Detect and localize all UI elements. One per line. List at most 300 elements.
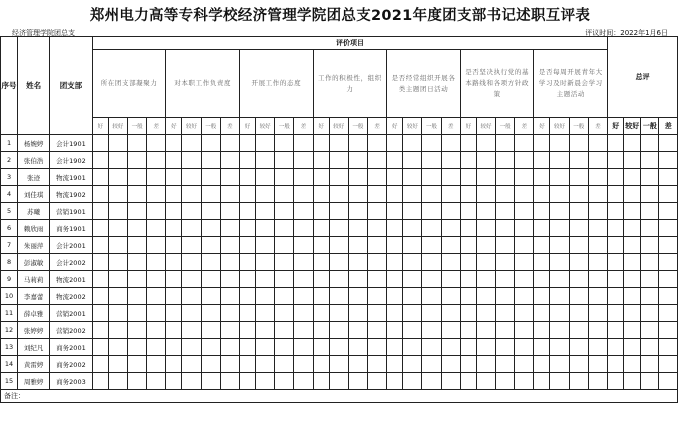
rating-cell[interactable] [368, 186, 387, 203]
rating-cell[interactable] [201, 203, 220, 220]
rating-cell[interactable] [476, 152, 495, 169]
rating-cell[interactable] [294, 271, 313, 288]
rating-cell[interactable] [476, 237, 495, 254]
rating-cell[interactable] [515, 186, 534, 203]
rating-cell[interactable] [240, 271, 256, 288]
rating-cell[interactable] [348, 186, 367, 203]
rating-cell[interactable] [460, 203, 476, 220]
rating-cell[interactable] [403, 169, 422, 186]
rating-cell[interactable] [108, 135, 127, 152]
rating-cell[interactable] [403, 339, 422, 356]
rating-cell[interactable] [588, 271, 607, 288]
rating-cell[interactable] [275, 186, 294, 203]
rating-cell[interactable] [220, 237, 239, 254]
rating-cell[interactable] [275, 237, 294, 254]
rating-cell[interactable] [294, 288, 313, 305]
rating-cell[interactable] [569, 339, 588, 356]
rating-cell[interactable] [313, 169, 329, 186]
rating-cell[interactable] [515, 152, 534, 169]
rating-cell[interactable] [294, 237, 313, 254]
rating-cell[interactable] [624, 135, 641, 152]
rating-cell[interactable] [147, 220, 166, 237]
rating-cell[interactable] [348, 152, 367, 169]
rating-cell[interactable] [624, 373, 641, 390]
rating-cell[interactable] [441, 373, 460, 390]
rating-cell[interactable] [641, 186, 659, 203]
rating-cell[interactable] [441, 356, 460, 373]
rating-cell[interactable] [460, 305, 476, 322]
rating-cell[interactable] [569, 305, 588, 322]
rating-cell[interactable] [166, 356, 182, 373]
rating-cell[interactable] [256, 339, 275, 356]
rating-cell[interactable] [220, 271, 239, 288]
rating-cell[interactable] [460, 339, 476, 356]
rating-cell[interactable] [182, 186, 201, 203]
rating-cell[interactable] [403, 288, 422, 305]
rating-cell[interactable] [329, 152, 348, 169]
rating-cell[interactable] [147, 339, 166, 356]
rating-cell[interactable] [220, 322, 239, 339]
rating-cell[interactable] [240, 288, 256, 305]
rating-cell[interactable] [256, 169, 275, 186]
rating-cell[interactable] [294, 254, 313, 271]
rating-cell[interactable] [441, 254, 460, 271]
rating-cell[interactable] [313, 339, 329, 356]
rating-cell[interactable] [368, 169, 387, 186]
rating-cell[interactable] [166, 339, 182, 356]
rating-cell[interactable] [240, 356, 256, 373]
rating-cell[interactable] [108, 271, 127, 288]
rating-cell[interactable] [313, 237, 329, 254]
rating-cell[interactable] [422, 254, 441, 271]
rating-cell[interactable] [588, 305, 607, 322]
rating-cell[interactable] [659, 169, 678, 186]
rating-cell[interactable] [128, 288, 147, 305]
rating-cell[interactable] [476, 203, 495, 220]
rating-cell[interactable] [515, 203, 534, 220]
rating-cell[interactable] [275, 203, 294, 220]
rating-cell[interactable] [220, 254, 239, 271]
rating-cell[interactable] [128, 203, 147, 220]
rating-cell[interactable] [368, 237, 387, 254]
rating-cell[interactable] [368, 271, 387, 288]
rating-cell[interactable] [534, 339, 550, 356]
rating-cell[interactable] [569, 254, 588, 271]
rating-cell[interactable] [641, 373, 659, 390]
rating-cell[interactable] [387, 271, 403, 288]
rating-cell[interactable] [624, 186, 641, 203]
rating-cell[interactable] [182, 373, 201, 390]
rating-cell[interactable] [659, 135, 678, 152]
rating-cell[interactable] [220, 356, 239, 373]
rating-cell[interactable] [240, 186, 256, 203]
rating-cell[interactable] [403, 356, 422, 373]
rating-cell[interactable] [476, 322, 495, 339]
rating-cell[interactable] [641, 305, 659, 322]
rating-cell[interactable] [624, 220, 641, 237]
rating-cell[interactable] [275, 356, 294, 373]
rating-cell[interactable] [256, 135, 275, 152]
rating-cell[interactable] [515, 339, 534, 356]
rating-cell[interactable] [608, 135, 624, 152]
rating-cell[interactable] [569, 186, 588, 203]
rating-cell[interactable] [588, 220, 607, 237]
rating-cell[interactable] [441, 169, 460, 186]
rating-cell[interactable] [608, 305, 624, 322]
rating-cell[interactable] [534, 271, 550, 288]
rating-cell[interactable] [166, 152, 182, 169]
rating-cell[interactable] [313, 186, 329, 203]
rating-cell[interactable] [588, 203, 607, 220]
rating-cell[interactable] [624, 237, 641, 254]
rating-cell[interactable] [166, 271, 182, 288]
rating-cell[interactable] [368, 254, 387, 271]
rating-cell[interactable] [588, 186, 607, 203]
rating-cell[interactable] [569, 169, 588, 186]
rating-cell[interactable] [294, 152, 313, 169]
rating-cell[interactable] [624, 271, 641, 288]
rating-cell[interactable] [422, 186, 441, 203]
rating-cell[interactable] [460, 288, 476, 305]
rating-cell[interactable] [368, 203, 387, 220]
rating-cell[interactable] [659, 356, 678, 373]
rating-cell[interactable] [403, 152, 422, 169]
rating-cell[interactable] [348, 254, 367, 271]
rating-cell[interactable] [368, 288, 387, 305]
rating-cell[interactable] [329, 305, 348, 322]
rating-cell[interactable] [182, 152, 201, 169]
rating-cell[interactable] [624, 203, 641, 220]
rating-cell[interactable] [387, 135, 403, 152]
rating-cell[interactable] [534, 356, 550, 373]
rating-cell[interactable] [422, 373, 441, 390]
rating-cell[interactable] [588, 237, 607, 254]
rating-cell[interactable] [166, 220, 182, 237]
rating-cell[interactable] [441, 288, 460, 305]
rating-cell[interactable] [460, 186, 476, 203]
rating-cell[interactable] [624, 152, 641, 169]
rating-cell[interactable] [387, 305, 403, 322]
rating-cell[interactable] [534, 152, 550, 169]
rating-cell[interactable] [313, 305, 329, 322]
rating-cell[interactable] [182, 339, 201, 356]
rating-cell[interactable] [294, 322, 313, 339]
rating-cell[interactable] [256, 373, 275, 390]
rating-cell[interactable] [476, 356, 495, 373]
rating-cell[interactable] [608, 169, 624, 186]
rating-cell[interactable] [515, 373, 534, 390]
rating-cell[interactable] [275, 339, 294, 356]
rating-cell[interactable] [108, 186, 127, 203]
rating-cell[interactable] [368, 322, 387, 339]
rating-cell[interactable] [182, 288, 201, 305]
rating-cell[interactable] [275, 135, 294, 152]
rating-cell[interactable] [569, 271, 588, 288]
rating-cell[interactable] [403, 203, 422, 220]
rating-cell[interactable] [476, 339, 495, 356]
rating-cell[interactable] [220, 135, 239, 152]
rating-cell[interactable] [515, 254, 534, 271]
rating-cell[interactable] [515, 271, 534, 288]
rating-cell[interactable] [166, 373, 182, 390]
rating-cell[interactable] [220, 203, 239, 220]
rating-cell[interactable] [182, 356, 201, 373]
rating-cell[interactable] [256, 288, 275, 305]
rating-cell[interactable] [348, 322, 367, 339]
rating-cell[interactable] [460, 169, 476, 186]
rating-cell[interactable] [641, 203, 659, 220]
rating-cell[interactable] [313, 220, 329, 237]
rating-cell[interactable] [641, 271, 659, 288]
rating-cell[interactable] [534, 305, 550, 322]
rating-cell[interactable] [641, 169, 659, 186]
rating-cell[interactable] [329, 322, 348, 339]
rating-cell[interactable] [534, 203, 550, 220]
rating-cell[interactable] [641, 356, 659, 373]
rating-cell[interactable] [294, 356, 313, 373]
rating-cell[interactable] [256, 271, 275, 288]
rating-cell[interactable] [348, 237, 367, 254]
rating-cell[interactable] [441, 305, 460, 322]
rating-cell[interactable] [92, 220, 108, 237]
rating-cell[interactable] [92, 203, 108, 220]
rating-cell[interactable] [476, 254, 495, 271]
rating-cell[interactable] [166, 169, 182, 186]
rating-cell[interactable] [128, 305, 147, 322]
rating-cell[interactable] [624, 322, 641, 339]
rating-cell[interactable] [641, 152, 659, 169]
rating-cell[interactable] [182, 169, 201, 186]
rating-cell[interactable] [147, 373, 166, 390]
rating-cell[interactable] [534, 237, 550, 254]
rating-cell[interactable] [588, 322, 607, 339]
rating-cell[interactable] [220, 186, 239, 203]
rating-cell[interactable] [220, 220, 239, 237]
rating-cell[interactable] [588, 288, 607, 305]
rating-cell[interactable] [387, 237, 403, 254]
rating-cell[interactable] [329, 186, 348, 203]
rating-cell[interactable] [460, 237, 476, 254]
rating-cell[interactable] [348, 203, 367, 220]
rating-cell[interactable] [515, 237, 534, 254]
rating-cell[interactable] [92, 186, 108, 203]
rating-cell[interactable] [659, 186, 678, 203]
rating-cell[interactable] [128, 186, 147, 203]
rating-cell[interactable] [182, 322, 201, 339]
rating-cell[interactable] [624, 356, 641, 373]
rating-cell[interactable] [550, 373, 569, 390]
rating-cell[interactable] [201, 135, 220, 152]
rating-cell[interactable] [460, 356, 476, 373]
rating-cell[interactable] [387, 169, 403, 186]
rating-cell[interactable] [220, 305, 239, 322]
rating-cell[interactable] [441, 271, 460, 288]
rating-cell[interactable] [275, 305, 294, 322]
rating-cell[interactable] [368, 356, 387, 373]
rating-cell[interactable] [624, 169, 641, 186]
rating-cell[interactable] [275, 373, 294, 390]
rating-cell[interactable] [550, 203, 569, 220]
rating-cell[interactable] [220, 339, 239, 356]
rating-cell[interactable] [220, 373, 239, 390]
rating-cell[interactable] [92, 254, 108, 271]
rating-cell[interactable] [313, 288, 329, 305]
rating-cell[interactable] [128, 254, 147, 271]
rating-cell[interactable] [329, 254, 348, 271]
rating-cell[interactable] [147, 152, 166, 169]
rating-cell[interactable] [313, 356, 329, 373]
rating-cell[interactable] [534, 322, 550, 339]
rating-cell[interactable] [659, 237, 678, 254]
rating-cell[interactable] [294, 220, 313, 237]
rating-cell[interactable] [329, 373, 348, 390]
rating-cell[interactable] [608, 203, 624, 220]
rating-cell[interactable] [201, 271, 220, 288]
rating-cell[interactable] [313, 254, 329, 271]
rating-cell[interactable] [256, 237, 275, 254]
rating-cell[interactable] [348, 339, 367, 356]
rating-cell[interactable] [496, 135, 515, 152]
rating-cell[interactable] [515, 356, 534, 373]
rating-cell[interactable] [329, 339, 348, 356]
rating-cell[interactable] [460, 254, 476, 271]
rating-cell[interactable] [515, 220, 534, 237]
rating-cell[interactable] [275, 152, 294, 169]
rating-cell[interactable] [441, 152, 460, 169]
rating-cell[interactable] [240, 373, 256, 390]
rating-cell[interactable] [496, 169, 515, 186]
rating-cell[interactable] [569, 203, 588, 220]
rating-cell[interactable] [108, 322, 127, 339]
rating-cell[interactable] [422, 135, 441, 152]
rating-cell[interactable] [108, 305, 127, 322]
rating-cell[interactable] [641, 254, 659, 271]
rating-cell[interactable] [387, 203, 403, 220]
rating-cell[interactable] [108, 152, 127, 169]
rating-cell[interactable] [240, 237, 256, 254]
rating-cell[interactable] [256, 186, 275, 203]
rating-cell[interactable] [220, 288, 239, 305]
rating-cell[interactable] [476, 305, 495, 322]
rating-cell[interactable] [275, 271, 294, 288]
rating-cell[interactable] [128, 237, 147, 254]
rating-cell[interactable] [534, 254, 550, 271]
rating-cell[interactable] [422, 322, 441, 339]
rating-cell[interactable] [313, 271, 329, 288]
rating-cell[interactable] [348, 305, 367, 322]
rating-cell[interactable] [550, 271, 569, 288]
rating-cell[interactable] [108, 254, 127, 271]
rating-cell[interactable] [92, 305, 108, 322]
rating-cell[interactable] [147, 254, 166, 271]
rating-cell[interactable] [128, 339, 147, 356]
rating-cell[interactable] [147, 356, 166, 373]
rating-cell[interactable] [496, 288, 515, 305]
rating-cell[interactable] [329, 169, 348, 186]
rating-cell[interactable] [387, 288, 403, 305]
rating-cell[interactable] [476, 271, 495, 288]
rating-cell[interactable] [403, 186, 422, 203]
rating-cell[interactable] [329, 356, 348, 373]
rating-cell[interactable] [92, 169, 108, 186]
rating-cell[interactable] [515, 322, 534, 339]
rating-cell[interactable] [496, 271, 515, 288]
rating-cell[interactable] [422, 169, 441, 186]
rating-cell[interactable] [182, 220, 201, 237]
rating-cell[interactable] [515, 135, 534, 152]
rating-cell[interactable] [128, 169, 147, 186]
rating-cell[interactable] [128, 135, 147, 152]
rating-cell[interactable] [108, 220, 127, 237]
rating-cell[interactable] [550, 356, 569, 373]
rating-cell[interactable] [403, 322, 422, 339]
rating-cell[interactable] [659, 305, 678, 322]
rating-cell[interactable] [147, 186, 166, 203]
rating-cell[interactable] [422, 288, 441, 305]
rating-cell[interactable] [294, 305, 313, 322]
rating-cell[interactable] [256, 254, 275, 271]
rating-cell[interactable] [166, 305, 182, 322]
rating-cell[interactable] [624, 305, 641, 322]
rating-cell[interactable] [329, 203, 348, 220]
rating-cell[interactable] [387, 254, 403, 271]
rating-cell[interactable] [659, 271, 678, 288]
rating-cell[interactable] [182, 237, 201, 254]
rating-cell[interactable] [588, 135, 607, 152]
rating-cell[interactable] [550, 305, 569, 322]
rating-cell[interactable] [313, 373, 329, 390]
rating-cell[interactable] [201, 356, 220, 373]
rating-cell[interactable] [348, 288, 367, 305]
rating-cell[interactable] [294, 203, 313, 220]
rating-cell[interactable] [368, 135, 387, 152]
rating-cell[interactable] [569, 288, 588, 305]
rating-cell[interactable] [422, 356, 441, 373]
rating-cell[interactable] [147, 169, 166, 186]
rating-cell[interactable] [460, 271, 476, 288]
rating-cell[interactable] [441, 339, 460, 356]
rating-cell[interactable] [441, 135, 460, 152]
rating-cell[interactable] [166, 135, 182, 152]
rating-cell[interactable] [166, 237, 182, 254]
rating-cell[interactable] [275, 220, 294, 237]
rating-cell[interactable] [387, 220, 403, 237]
rating-cell[interactable] [496, 339, 515, 356]
rating-cell[interactable] [608, 186, 624, 203]
rating-cell[interactable] [624, 288, 641, 305]
rating-cell[interactable] [422, 237, 441, 254]
rating-cell[interactable] [659, 322, 678, 339]
rating-cell[interactable] [92, 135, 108, 152]
rating-cell[interactable] [108, 373, 127, 390]
rating-cell[interactable] [256, 322, 275, 339]
rating-cell[interactable] [108, 169, 127, 186]
rating-cell[interactable] [569, 322, 588, 339]
rating-cell[interactable] [441, 186, 460, 203]
rating-cell[interactable] [182, 135, 201, 152]
rating-cell[interactable] [515, 305, 534, 322]
rating-cell[interactable] [182, 305, 201, 322]
rating-cell[interactable] [92, 152, 108, 169]
rating-cell[interactable] [147, 322, 166, 339]
rating-cell[interactable] [624, 339, 641, 356]
rating-cell[interactable] [588, 254, 607, 271]
rating-cell[interactable] [496, 373, 515, 390]
rating-cell[interactable] [201, 339, 220, 356]
rating-cell[interactable] [476, 169, 495, 186]
rating-cell[interactable] [128, 322, 147, 339]
rating-cell[interactable] [569, 220, 588, 237]
